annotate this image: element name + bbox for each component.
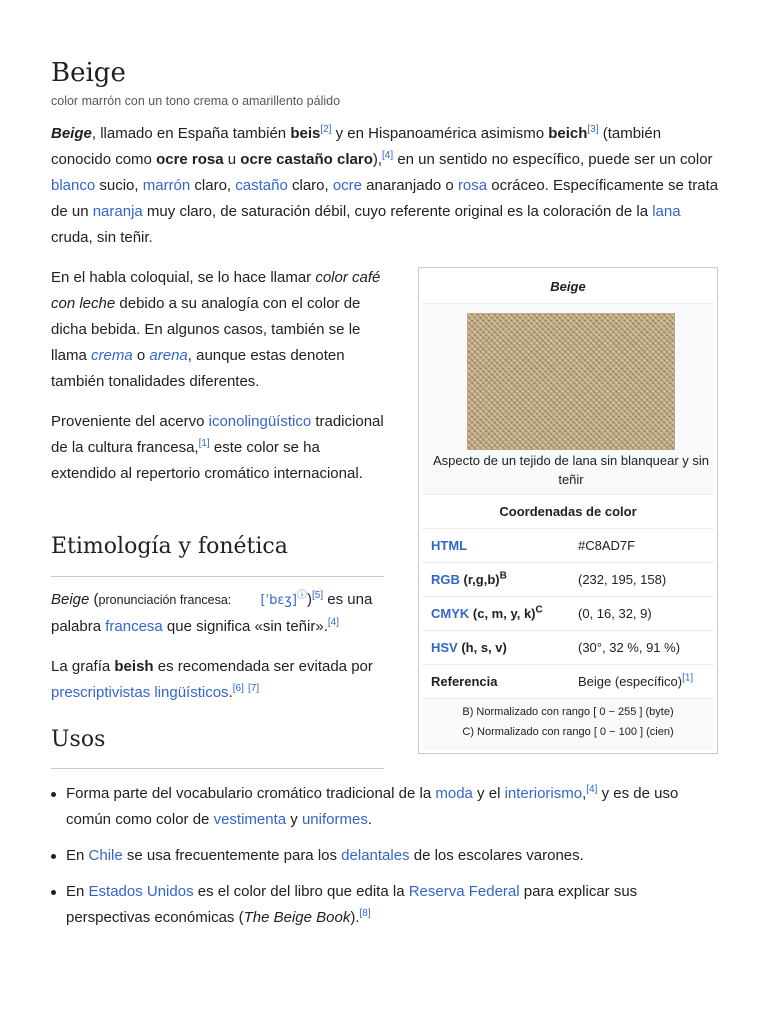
pronunciation-label: pronunciación francesa: <box>98 593 232 607</box>
link-rgb[interactable]: RGB <box>431 571 460 587</box>
intro-text: sucio, <box>95 177 143 194</box>
row-key-note: B <box>499 570 507 582</box>
link-prescriptivistas[interactable]: prescriptivistas lingüísticos <box>51 684 229 701</box>
wool-fabric-image[interactable] <box>467 313 675 450</box>
link-reserva-federal[interactable]: Reserva Federal <box>408 883 520 900</box>
spelling-paragraph <box>51 654 386 706</box>
page-subtitle: color marrón con un tono crema o amarillento pálido <box>51 94 341 108</box>
intro-text: claro, <box>287 177 333 194</box>
link-lana[interactable]: lana <box>652 203 681 220</box>
list-text: se usa frecuentemente para los <box>122 847 342 864</box>
row-key-extra: (c, m, y, k) <box>469 605 536 621</box>
infobox <box>418 267 718 754</box>
link-arena[interactable] <box>149 347 187 364</box>
ref-link[interactable]: [3] <box>587 124 599 135</box>
heading-usos: Usos <box>51 727 106 752</box>
intro-text: ocráceo. Específicamente se trata de un <box>51 177 719 220</box>
para-text: que significa «sin teñir». <box>162 618 328 635</box>
link-crema[interactable] <box>91 347 133 364</box>
infobox-notes <box>422 702 714 742</box>
intro-text: , llamado en España también <box>91 125 291 142</box>
link-blanco[interactable]: blanco <box>51 177 96 194</box>
link-vestimenta[interactable]: vestimenta <box>213 811 287 828</box>
intro-text: y en Hispanoamérica asimismo <box>331 125 549 142</box>
ref-link[interactable]: [7] <box>248 683 260 694</box>
colloquial-paragraph <box>51 265 386 395</box>
para-text: debido a su analogía con el color de dicha bebida. En algunos casos, también se le llama <box>51 295 361 364</box>
list-item <box>51 843 721 869</box>
row-key-note: C <box>535 604 543 616</box>
intro-paragraph <box>51 121 721 251</box>
bullet-icon <box>51 890 56 895</box>
infobox-title: Beige <box>422 271 714 304</box>
etym-paragraph <box>51 587 386 640</box>
row-value: (30°, 32 %, 91 %) <box>578 639 681 655</box>
intro-text: cruda, sin teñir. <box>51 229 153 246</box>
intro-text: claro, <box>190 177 236 194</box>
infobox-row-cmyk <box>422 597 714 631</box>
intro-text: (también conocido como <box>51 125 662 168</box>
link-rosa[interactable]: rosa <box>457 177 488 194</box>
infobox-body <box>422 271 714 750</box>
list-text: y <box>286 811 302 828</box>
para-term: beish <box>114 658 154 675</box>
list-text: ). <box>350 909 360 926</box>
row-value <box>578 673 693 691</box>
para-text: . <box>228 684 233 701</box>
heading-etimologia: Etimología y fonética <box>51 534 288 559</box>
para-text: tradicional de la cultura francesa, <box>51 413 384 456</box>
link-ocre[interactable]: ocre <box>332 177 363 194</box>
image-caption: Aspecto de un tejido de lana sin blanquear y sin teñir <box>432 453 710 487</box>
ref-link[interactable]: [1] <box>682 672 694 684</box>
para-text: ) <box>306 591 312 608</box>
intro-term-ocre-rosa: ocre rosa <box>156 151 224 168</box>
intro-text: u <box>223 151 241 168</box>
para-term: Beige <box>51 591 90 608</box>
intro-term: Beige <box>51 125 92 142</box>
intro-term-beis: beis <box>290 125 321 142</box>
list-text: , <box>582 785 587 802</box>
intro-term-ocre-castano: ocre castaño claro <box>240 151 373 168</box>
row-value: (232, 195, 158) <box>578 571 667 587</box>
para-text: es una palabra <box>51 591 373 635</box>
intro-text: anaranjado o <box>362 177 458 194</box>
para-text: , aunque estas denoten también tonalidades diferentes. <box>51 347 345 390</box>
para-text: Proveniente del acervo <box>51 413 209 430</box>
link-interiorismo[interactable]: interiorismo <box>504 785 583 802</box>
bullet-icon <box>51 854 56 859</box>
row-key <box>431 639 507 657</box>
list-text: y el <box>472 785 505 802</box>
infobox-row-html <box>422 529 714 563</box>
heading-divider <box>51 768 384 769</box>
list-text: para explicar sus perspectivas económicas ( <box>66 883 638 926</box>
list-text: es el color del libro que edita la <box>193 883 409 900</box>
link-delantales[interactable]: delantales <box>341 847 410 864</box>
link-francesa[interactable]: francesa <box>105 618 163 635</box>
audio-icon[interactable]: ⓘ <box>296 590 307 601</box>
row-key: Referencia <box>431 673 498 689</box>
list-text: y es de uso común como color de <box>66 785 679 828</box>
row-key <box>431 605 543 623</box>
para-text: este color se ha extendido al repertorio cromático internacional. <box>51 439 363 482</box>
ref-link[interactable]: [4] <box>382 150 394 161</box>
book-title: The Beige Book <box>243 909 351 926</box>
row-value: (0, 16, 32, 9) <box>578 605 652 621</box>
ref-link[interactable]: [4] <box>327 617 339 628</box>
infobox-section-heading: Coordenadas de color <box>422 494 714 529</box>
link-estados-unidos[interactable]: Estados Unidos <box>88 883 194 900</box>
intro-text: ), <box>372 151 383 168</box>
row-value-text: Beige (específico) <box>578 673 683 689</box>
origin-paragraph <box>51 409 386 487</box>
row-key <box>431 571 507 589</box>
row-key-extra: (r,g,b) <box>459 571 500 587</box>
row-key-extra: (h, s, v) <box>457 639 507 655</box>
list-item <box>51 879 721 931</box>
link-arena-label: arena <box>149 347 188 364</box>
para-text: es recomendada ser evitada por <box>153 658 373 675</box>
para-text: La grafía <box>51 658 115 675</box>
note-c: C) Normalizado con rango [ 0 − 100 ] (cien) <box>462 726 674 738</box>
intro-text: en un sentido no específico, puede ser un color <box>393 151 713 168</box>
list-text: Forma parte del vocabulario cromático tradicional de la <box>66 785 436 802</box>
intro-text: muy claro, de saturación débil, cuyo referente original es la coloración de la <box>142 203 653 220</box>
infobox-row-rgb <box>422 563 714 597</box>
link-chile[interactable]: Chile <box>88 847 123 864</box>
link-iconolinguistico[interactable]: iconolingüístico <box>208 413 312 430</box>
ref-link[interactable]: [2] <box>320 124 332 135</box>
list-text: En <box>66 883 89 900</box>
ref-link[interactable]: [1] <box>198 438 210 449</box>
uses-list <box>51 781 721 941</box>
para-term: color café con leche <box>51 269 381 312</box>
link-cmyk[interactable]: CMYK <box>431 605 470 621</box>
bullet-icon <box>51 792 56 797</box>
para-text: o <box>132 347 150 364</box>
infobox-row-hsv <box>422 631 714 665</box>
heading-divider <box>51 576 384 577</box>
intro-term-beich: beich <box>548 125 588 142</box>
row-value: #C8AD7F <box>578 537 636 553</box>
ref-link[interactable]: [4] <box>586 784 598 795</box>
link-marron[interactable]: marrón <box>142 177 191 194</box>
para-text: En el habla coloquial, se lo hace llamar <box>51 269 316 286</box>
list-item <box>51 781 721 833</box>
para-text: ( <box>89 591 99 608</box>
ref-link[interactable]: [5] <box>311 590 324 601</box>
page-title: Beige <box>51 58 126 88</box>
ipa-link[interactable]: [ˈbɛʒ] <box>260 593 297 608</box>
list-text: de los escolares varones. <box>409 847 584 864</box>
link-hsv[interactable]: HSV <box>431 639 458 655</box>
link-moda[interactable]: moda <box>435 785 473 802</box>
link-naranja[interactable]: naranja <box>92 203 143 220</box>
ref-link[interactable]: [6] <box>232 683 244 694</box>
link-castano[interactable]: castaño <box>235 177 288 194</box>
link-html[interactable]: HTML <box>431 537 468 553</box>
note-b: B) Normalizado con rango [ 0 − 255 ] (byte) <box>462 706 674 718</box>
row-key <box>431 537 467 555</box>
list-text: . <box>367 811 372 828</box>
list-text: En <box>66 847 89 864</box>
link-crema-label: crema <box>91 347 133 364</box>
link-uniformes[interactable]: uniformes <box>301 811 368 828</box>
ref-link[interactable]: [8] <box>359 908 371 919</box>
infobox-row-referencia <box>422 665 714 699</box>
